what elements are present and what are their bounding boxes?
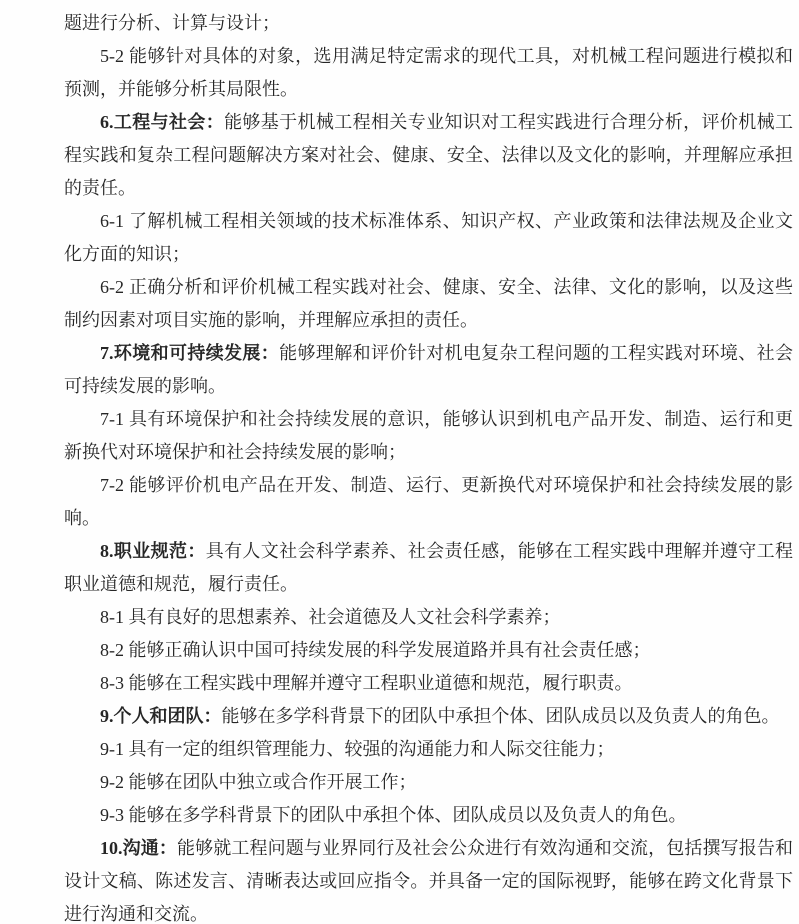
section-paragraph (64, 106, 793, 205)
section-heading: 8.职业规范： (100, 541, 206, 561)
section-heading: 9.个人和团队： (100, 706, 222, 726)
body-paragraph (64, 766, 793, 799)
section-heading: 10.沟通： (100, 838, 177, 858)
paragraph-text: 能够在多学科背景下的团队中承担个体、团队成员以及负责人的角色。 (221, 706, 780, 726)
body-paragraph (64, 667, 793, 700)
paragraph-text: 9-3 能够在多学科背景下的团队中承担个体、团队成员以及负责人的角色。 (100, 805, 687, 825)
body-paragraph (64, 733, 793, 766)
paragraph-text: 8-2 能够正确认识中国可持续发展的科学发展道路并具有社会责任感； (100, 640, 651, 660)
body-paragraph (64, 205, 793, 271)
body-paragraph (64, 271, 793, 337)
section-paragraph (64, 832, 793, 924)
paragraph-text: 5-2 能够针对具体的对象，选用满足特定需求的现代工具，对机械工程问题进行模拟和预测，并能够分析其局限性。 (64, 46, 793, 99)
document-body (64, 7, 793, 924)
paragraph-text: 具有人文社会科学素养、社会责任感，能够在工程实践中理解并遵守工程职业道德和规范，履行责任。 (64, 541, 794, 594)
body-paragraph (64, 40, 793, 106)
body-paragraph (64, 634, 793, 667)
paragraph-text: 7-1 具有环境保护和社会持续发展的意识，能够认识到机电产品开发、制造、运行和更新换代对环境保护和社会持续发展的影响； (64, 409, 793, 462)
paragraph-text: 能够就工程问题与业界同行及社会公众进行有效沟通和交流，包括撰写报告和设计文稿、陈述发言、清晰表达或回应指令。并具备一定的国际视野，能够在跨文化背景下进行沟通和交流。 (64, 838, 794, 924)
paragraph-text: 6-1 了解机械工程相关领域的技术标准体系、知识产权、产业政策和法律法规及企业文化方面的知识； (64, 211, 793, 264)
paragraph-text: 题进行分析、计算与设计； (64, 13, 280, 33)
body-paragraph (64, 799, 793, 832)
body-paragraph (64, 403, 793, 469)
body-paragraph (64, 601, 793, 634)
paragraph-text: 8-1 具有良好的思想素养、社会道德及人文社会科学素养； (100, 607, 561, 627)
paragraph-text: 能够基于机械工程相关专业知识对工程实践进行合理分析，评价机械工程实践和复杂工程问题解决方案对社会、健康、安全、法律以及文化的影响，并理解应承担的责任。 (64, 112, 794, 198)
section-heading: 7.环境和可持续发展： (100, 343, 280, 363)
section-paragraph (64, 337, 793, 403)
paragraph-text: 能够理解和评价针对机电复杂工程问题的工程实践对环境、社会可持续发展的影响。 (64, 343, 794, 396)
paragraph-text: 9-1 具有一定的组织管理能力、较强的沟通能力和人际交往能力； (100, 739, 615, 759)
section-paragraph (64, 535, 793, 601)
paragraph-text: 8-3 能够在工程实践中理解并遵守工程职业道德和规范，履行职责。 (100, 673, 633, 693)
section-heading: 6.工程与社会： (100, 112, 225, 132)
paragraph-text: 9-2 能够在团队中独立或合作开展工作； (100, 772, 417, 792)
body-paragraph (64, 7, 793, 40)
paragraph-text: 7-2 能够评价机电产品在开发、制造、运行、更新换代对环境保护和社会持续发展的影响。 (64, 475, 793, 528)
body-paragraph (64, 469, 793, 535)
section-paragraph (64, 700, 793, 733)
paragraph-text: 6-2 正确分析和评价机械工程实践对社会、健康、安全、法律、文化的影响，以及这些制约因素对项目实施的影响，并理解应承担的责任。 (64, 277, 793, 330)
